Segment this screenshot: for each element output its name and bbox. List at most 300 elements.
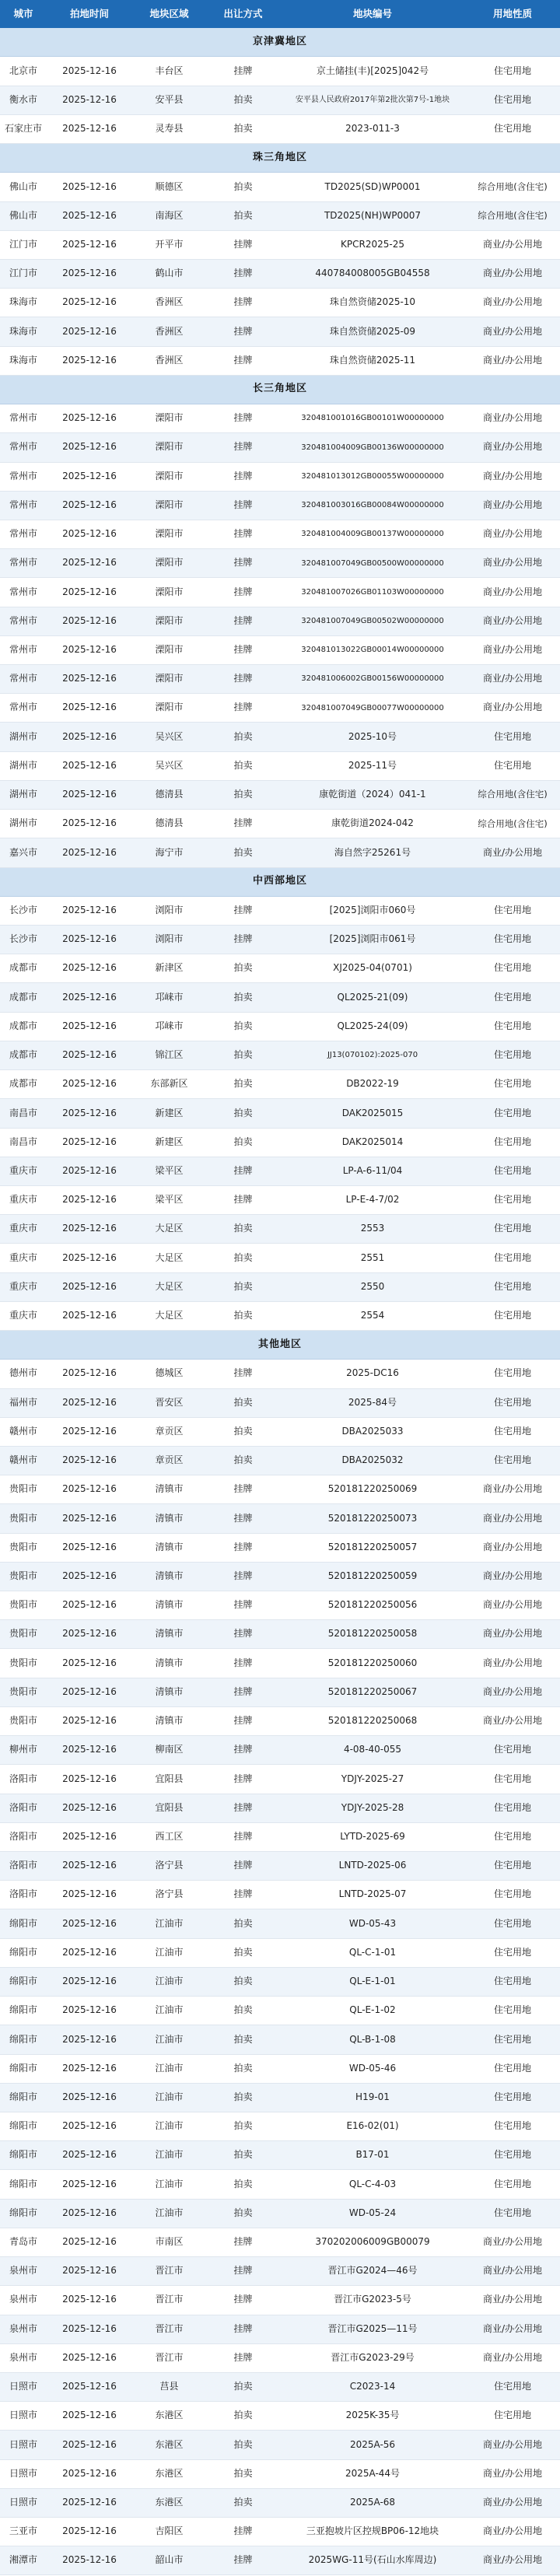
cell-use: 商业/办公用地 xyxy=(482,644,543,656)
cell-city: 贵阳市 xyxy=(9,1628,37,1640)
cell-date: 2025-12-16 xyxy=(62,441,117,453)
table-row xyxy=(0,1186,560,1215)
cell-district: 溧阳市 xyxy=(155,441,184,453)
cell-code: 320481004009GB00137W00000000 xyxy=(301,530,444,539)
table-row xyxy=(0,2373,560,2402)
table-row xyxy=(0,954,560,983)
cell-mode: 挂牌 xyxy=(233,325,253,337)
table-row xyxy=(0,1678,560,1707)
cell-use: 住宅用地 xyxy=(493,1107,531,1118)
cell-city: 长沙市 xyxy=(9,904,37,915)
cell-city: 绵阳市 xyxy=(9,2178,37,2189)
cell-district: 新建区 xyxy=(155,1107,184,1118)
cell-mode: 拍卖 xyxy=(233,730,253,742)
cell-date: 2025-12-16 xyxy=(62,354,117,366)
cell-city: 泉州市 xyxy=(9,2265,37,2277)
cell-district: 灵寿县 xyxy=(155,123,184,135)
cell-code: 320481013022GB00014W00000000 xyxy=(301,646,444,655)
cell-use: 商业/办公用地 xyxy=(482,354,543,366)
cell-city: 贵阳市 xyxy=(9,1657,37,1668)
table-row xyxy=(0,1852,560,1881)
cell-mode: 拍卖 xyxy=(233,1049,253,1061)
cell-city: 成都市 xyxy=(9,1049,37,1061)
table-row xyxy=(0,2489,560,2518)
cell-date: 2025-12-16 xyxy=(62,1483,117,1495)
cell-use: 住宅用地 xyxy=(493,1976,531,1987)
cell-date: 2025-12-16 xyxy=(62,789,117,800)
cell-district: 溧阳市 xyxy=(155,614,184,626)
cell-date: 2025-12-16 xyxy=(62,238,117,250)
table-row xyxy=(0,549,560,578)
cell-date: 2025-12-16 xyxy=(62,1946,117,1958)
cell-city: 长沙市 xyxy=(9,933,37,945)
cell-city: 泉州市 xyxy=(9,2322,37,2334)
cell-date: 2025-12-16 xyxy=(62,557,117,569)
cell-city: 日照市 xyxy=(9,2497,37,2508)
cell-code: 520181220250059 xyxy=(327,1570,418,1582)
table-row xyxy=(0,1794,560,1823)
cell-district: 宜阳县 xyxy=(155,1773,184,1784)
cell-use: 商业/办公用地 xyxy=(482,1628,543,1640)
cell-use: 住宅用地 xyxy=(493,2178,531,2189)
cell-date: 2025-12-16 xyxy=(62,528,117,540)
cell-city: 重庆市 xyxy=(9,1194,37,1206)
cell-city: 湖州市 xyxy=(9,730,37,742)
cell-use: 住宅用地 xyxy=(493,2207,531,2218)
cell-code: TD2025(NH)WP0007 xyxy=(324,209,422,221)
cell-district: 香洲区 xyxy=(155,354,184,366)
cell-mode: 挂牌 xyxy=(233,1773,253,1784)
cell-date: 2025-12-16 xyxy=(62,1223,117,1234)
cell-mode: 挂牌 xyxy=(233,354,253,366)
cell-district: 香洲区 xyxy=(155,296,184,308)
cell-mode: 拍卖 xyxy=(233,1425,253,1437)
cell-city: 贵阳市 xyxy=(9,1715,37,1727)
cell-date: 2025-12-16 xyxy=(62,1715,117,1727)
cell-city: 绵阳市 xyxy=(9,1946,37,1958)
cell-mode: 挂牌 xyxy=(233,1715,253,1727)
cell-city: 日照市 xyxy=(9,2381,37,2392)
cell-date: 2025-12-16 xyxy=(62,702,117,713)
cell-city: 珠海市 xyxy=(9,354,37,366)
table-row xyxy=(0,1244,560,1272)
cell-district: 清镇市 xyxy=(155,1512,184,1524)
cell-city: 贵阳市 xyxy=(9,1541,37,1552)
cell-use: 住宅用地 xyxy=(493,1020,531,1031)
table-row xyxy=(0,2431,560,2459)
cell-city: 泉州市 xyxy=(9,2294,37,2305)
cell-city: 常州市 xyxy=(9,499,37,510)
cell-city: 常州市 xyxy=(9,614,37,626)
cell-city: 洛阳市 xyxy=(9,1801,37,1813)
cell-use: 商业/办公用地 xyxy=(482,557,543,569)
cell-mode: 拍卖 xyxy=(233,1310,253,1321)
cell-district: 锦江区 xyxy=(155,1049,184,1061)
cell-use: 住宅用地 xyxy=(493,1860,531,1871)
table-row xyxy=(0,2112,560,2141)
table-row xyxy=(0,607,560,636)
cell-city: 常州市 xyxy=(9,528,37,540)
cell-use: 住宅用地 xyxy=(493,1367,531,1379)
cell-district: 江油市 xyxy=(155,2004,184,2016)
cell-mode: 挂牌 xyxy=(233,528,253,540)
cell-use: 住宅用地 xyxy=(493,1164,531,1176)
cell-code: LNTD-2025-06 xyxy=(338,1860,407,1871)
table-header-row xyxy=(0,0,560,28)
cell-mode: 拍卖 xyxy=(233,1251,253,1263)
cell-district: 溧阳市 xyxy=(155,673,184,684)
cell-code: 康乾街道2024-042 xyxy=(331,817,414,829)
table-row xyxy=(0,1215,560,1244)
table-row xyxy=(0,1765,560,1794)
cell-use: 住宅用地 xyxy=(493,2149,531,2161)
section-title: 中西部地区 xyxy=(252,875,307,887)
cell-mode: 拍卖 xyxy=(233,1946,253,1958)
cell-code: QL-E-1-02 xyxy=(349,2004,396,2016)
cell-district: 晋江市 xyxy=(155,2322,184,2334)
cell-date: 2025-12-16 xyxy=(62,962,117,974)
section-header-row xyxy=(0,376,560,404)
table-row xyxy=(0,752,560,781)
table-row xyxy=(0,578,560,607)
cell-date: 2025-12-16 xyxy=(62,586,117,597)
cell-city: 绵阳市 xyxy=(9,2120,37,2132)
cell-city: 赣州市 xyxy=(9,1454,37,1466)
cell-date: 2025-12-16 xyxy=(62,2091,117,2102)
cell-mode: 拍卖 xyxy=(233,1223,253,1234)
cell-city: 洛阳市 xyxy=(9,1830,37,1842)
cell-district: 溧阳市 xyxy=(155,499,184,510)
cell-mode: 挂牌 xyxy=(233,702,253,713)
cell-date: 2025-12-16 xyxy=(62,296,117,308)
cell-use: 商业/办公用地 xyxy=(482,2554,543,2566)
cell-district: 洛宁县 xyxy=(155,1860,184,1871)
cell-mode: 挂牌 xyxy=(233,1888,253,1900)
cell-use: 商业/办公用地 xyxy=(482,470,543,481)
cell-code: LP-A-6-11/04 xyxy=(342,1164,403,1176)
table-row xyxy=(0,202,560,231)
cell-code: 珠自然资储2025-09 xyxy=(329,325,416,337)
cell-use: 商业/办公用地 xyxy=(482,1599,543,1611)
cell-code: 2554 xyxy=(360,1310,385,1321)
cell-mode: 拍卖 xyxy=(233,123,253,135)
cell-use: 住宅用地 xyxy=(493,1773,531,1784)
cell-city: 绵阳市 xyxy=(9,2033,37,2045)
cell-mode: 拍卖 xyxy=(233,2033,253,2045)
cell-use: 商业/办公用地 xyxy=(482,2497,543,2508)
cell-city: 贵阳市 xyxy=(9,1599,37,1611)
cell-mode: 拍卖 xyxy=(233,93,253,105)
cell-use: 住宅用地 xyxy=(493,2381,531,2392)
cell-city: 石家庄市 xyxy=(4,123,42,135)
cell-date: 2025-12-16 xyxy=(62,2207,117,2218)
cell-mode: 拍卖 xyxy=(233,2438,253,2450)
cell-mode: 挂牌 xyxy=(233,1830,253,1842)
cell-date: 2025-12-16 xyxy=(62,1917,117,1929)
cell-date: 2025-12-16 xyxy=(62,904,117,915)
cell-code: QL-E-1-01 xyxy=(349,1976,396,1987)
cell-district: 清镇市 xyxy=(155,1685,184,1697)
cell-mode: 挂牌 xyxy=(233,1194,253,1206)
cell-mode: 挂牌 xyxy=(233,904,253,915)
cell-date: 2025-12-16 xyxy=(62,268,117,279)
cell-mode: 拍卖 xyxy=(233,1396,253,1408)
cell-use: 住宅用地 xyxy=(493,1744,531,1755)
cell-district: 清镇市 xyxy=(155,1483,184,1495)
cell-mode: 挂牌 xyxy=(233,2525,253,2537)
cell-mode: 拍卖 xyxy=(233,1976,253,1987)
cell-city: 湖州市 xyxy=(9,789,37,800)
cell-use: 住宅用地 xyxy=(493,1280,531,1292)
cell-date: 2025-12-16 xyxy=(62,2525,117,2537)
cell-code: 320481001016GB00101W00000000 xyxy=(301,414,444,423)
cell-city: 绵阳市 xyxy=(9,2207,37,2218)
cell-city: 成都市 xyxy=(9,1078,37,1090)
table-row xyxy=(0,1013,560,1041)
cell-mode: 拍卖 xyxy=(233,759,253,771)
cell-mode: 挂牌 xyxy=(233,2322,253,2334)
cell-mode: 挂牌 xyxy=(233,268,253,279)
cell-use: 商业/办公用地 xyxy=(482,673,543,684)
cell-district: 市南区 xyxy=(155,2236,184,2248)
cell-date: 2025-12-16 xyxy=(62,2178,117,2189)
cell-use: 住宅用地 xyxy=(493,1801,531,1813)
cell-code: 三亚抱坡片区控规BP06-12地块 xyxy=(306,2525,439,2537)
table-row xyxy=(0,1099,560,1128)
cell-code: YDJY-2025-27 xyxy=(341,1773,404,1784)
cell-use: 住宅用地 xyxy=(493,1396,531,1408)
cell-district: 东港区 xyxy=(155,2497,184,2508)
cell-date: 2025-12-16 xyxy=(62,846,117,858)
cell-code: DBA2025032 xyxy=(341,1454,404,1466)
cell-district: 邛崃市 xyxy=(155,991,184,1003)
cell-district: 江油市 xyxy=(155,2149,184,2161)
cell-code: 2025A-44号 xyxy=(345,2467,401,2479)
cell-city: 常州市 xyxy=(9,586,37,597)
cell-district: 吴兴区 xyxy=(155,730,184,742)
table-row xyxy=(0,289,560,317)
table-row xyxy=(0,1939,560,1968)
cell-mode: 挂牌 xyxy=(233,817,253,829)
cell-date: 2025-12-16 xyxy=(62,1801,117,1813)
cell-date: 2025-12-16 xyxy=(62,1512,117,1524)
cell-mode: 挂牌 xyxy=(233,2236,253,2248)
cell-code: C2023-14 xyxy=(349,2381,396,2392)
cell-district: 江油市 xyxy=(155,2207,184,2218)
cell-district: 章贡区 xyxy=(155,1454,184,1466)
cell-use: 综合用地(含住宅) xyxy=(478,210,548,222)
cell-code: DB2022-19 xyxy=(346,1078,399,1090)
cell-use: 商业/办公用地 xyxy=(482,2294,543,2305)
cell-city: 衡水市 xyxy=(9,93,37,105)
section-header-row xyxy=(0,144,560,173)
cell-city: 常州市 xyxy=(9,557,37,569)
cell-city: 重庆市 xyxy=(9,1164,37,1176)
cell-district: 海宁市 xyxy=(155,846,184,858)
table-row xyxy=(0,1620,560,1649)
cell-code: 安平县人民政府2017年第2批次第7号-1地块 xyxy=(295,96,450,105)
section-header-row xyxy=(0,28,560,57)
table-row xyxy=(0,1302,560,1331)
cell-date: 2025-12-16 xyxy=(62,2322,117,2334)
cell-code: WD-05-43 xyxy=(348,1917,397,1929)
cell-city: 重庆市 xyxy=(9,1251,37,1263)
cell-city: 绵阳市 xyxy=(9,2004,37,2016)
cell-mode: 挂牌 xyxy=(233,1367,253,1379)
header-city: 城市 xyxy=(13,7,33,19)
cell-code: 2025K-35号 xyxy=(345,2410,400,2421)
cell-mode: 拍卖 xyxy=(233,2091,253,2102)
cell-district: 章贡区 xyxy=(155,1425,184,1437)
table-row xyxy=(0,636,560,665)
cell-date: 2025-12-16 xyxy=(62,2004,117,2016)
table-row xyxy=(0,1563,560,1591)
cell-mode: 挂牌 xyxy=(233,933,253,945)
cell-use: 住宅用地 xyxy=(493,1888,531,1900)
header-district: 地块区域 xyxy=(149,7,189,19)
cell-date: 2025-12-16 xyxy=(62,1976,117,1987)
cell-date: 2025-12-16 xyxy=(62,1164,117,1176)
section-title: 长三角地区 xyxy=(252,383,307,395)
cell-district: 东港区 xyxy=(155,2410,184,2421)
cell-mode: 拍卖 xyxy=(233,2497,253,2508)
cell-date: 2025-12-16 xyxy=(62,1744,117,1755)
header-code: 地块编号 xyxy=(352,7,392,19)
cell-mode: 拍卖 xyxy=(233,2062,253,2074)
cell-mode: 挂牌 xyxy=(233,1164,253,1176)
cell-date: 2025-12-16 xyxy=(62,1425,117,1437)
cell-district: 江油市 xyxy=(155,2062,184,2074)
cell-use: 住宅用地 xyxy=(493,1223,531,1234)
table-row xyxy=(0,2286,560,2315)
cell-code: 2025-84号 xyxy=(348,1396,397,1408)
cell-district: 溧阳市 xyxy=(155,557,184,569)
cell-mode: 拍卖 xyxy=(233,962,253,974)
cell-mode: 挂牌 xyxy=(233,1801,253,1813)
cell-use: 住宅用地 xyxy=(493,65,531,76)
cell-date: 2025-12-16 xyxy=(62,991,117,1003)
cell-use: 住宅用地 xyxy=(493,759,531,771)
table-row xyxy=(0,520,560,549)
cell-code: 2025A-68 xyxy=(349,2497,396,2508)
cell-code: QL-C-4-03 xyxy=(348,2178,397,2189)
cell-code: 珠自然资储2025-10 xyxy=(329,296,416,308)
table-row xyxy=(0,1707,560,1736)
cell-city: 三亚市 xyxy=(9,2525,37,2537)
cell-use: 商业/办公用地 xyxy=(482,238,543,250)
cell-city: 洛阳市 xyxy=(9,1888,37,1900)
cell-code: 京土储挂(丰)[2025]042号 xyxy=(316,65,429,76)
cell-district: 溧阳市 xyxy=(155,586,184,597)
cell-mode: 拍卖 xyxy=(233,1454,253,1466)
cell-code: 520181220250073 xyxy=(327,1512,418,1524)
cell-city: 常州市 xyxy=(9,412,37,424)
cell-mode: 挂牌 xyxy=(233,499,253,510)
cell-date: 2025-12-16 xyxy=(62,180,117,192)
cell-city: 洛阳市 xyxy=(9,1860,37,1871)
section-header-row xyxy=(0,868,560,897)
cell-city: 成都市 xyxy=(9,991,37,1003)
cell-mode: 挂牌 xyxy=(233,586,253,597)
cell-city: 绵阳市 xyxy=(9,1976,37,1987)
table-row xyxy=(0,1534,560,1563)
cell-code: 康乾街道（2024）041-1 xyxy=(319,789,426,800)
cell-district: 梁平区 xyxy=(155,1194,184,1206)
cell-mode: 挂牌 xyxy=(233,1599,253,1611)
cell-mode: 挂牌 xyxy=(233,441,253,453)
table-row xyxy=(0,665,560,694)
cell-district: 德清县 xyxy=(155,817,184,829)
cell-use: 商业/办公用地 xyxy=(482,1570,543,1582)
cell-date: 2025-12-16 xyxy=(62,93,117,105)
cell-city: 贵阳市 xyxy=(9,1685,37,1697)
cell-use: 商业/办公用地 xyxy=(482,528,543,540)
cell-district: 韶山市 xyxy=(155,2554,184,2566)
cell-date: 2025-12-16 xyxy=(62,1049,117,1061)
cell-district: 晋安区 xyxy=(155,1396,184,1408)
cell-city: 青岛市 xyxy=(9,2236,37,2248)
table-row xyxy=(0,1504,560,1533)
cell-city: 洛阳市 xyxy=(9,1773,37,1784)
cell-mode: 挂牌 xyxy=(233,614,253,626)
cell-date: 2025-12-16 xyxy=(62,1599,117,1611)
cell-district: 邛崃市 xyxy=(155,1020,184,1031)
cell-mode: 挂牌 xyxy=(233,2554,253,2566)
cell-city: 珠海市 xyxy=(9,296,37,308)
cell-district: 清镇市 xyxy=(155,1628,184,1640)
cell-code: WD-05-46 xyxy=(348,2062,397,2074)
cell-district: 清镇市 xyxy=(155,1570,184,1582)
cell-code: LP-E-4-7/02 xyxy=(345,1194,400,1206)
cell-code: 320481007049GB00502W00000000 xyxy=(301,616,444,625)
table-row xyxy=(0,694,560,723)
cell-city: 南昌市 xyxy=(9,1136,37,1147)
table-row xyxy=(0,1447,560,1475)
cell-date: 2025-12-16 xyxy=(62,2554,117,2566)
table-row xyxy=(0,2025,560,2054)
cell-district: 香洲区 xyxy=(155,325,184,337)
cell-date: 2025-12-16 xyxy=(62,123,117,135)
cell-code: 520181220250056 xyxy=(327,1599,418,1611)
cell-use: 商业/办公用地 xyxy=(482,2265,543,2277)
cell-date: 2025-12-16 xyxy=(62,1020,117,1031)
cell-city: 成都市 xyxy=(9,962,37,974)
cell-date: 2025-12-16 xyxy=(62,209,117,221)
cell-mode: 拍卖 xyxy=(233,2149,253,2161)
cell-date: 2025-12-16 xyxy=(62,1657,117,1668)
cell-use: 住宅用地 xyxy=(493,1946,531,1958)
cell-code: [2025]浏阳市060号 xyxy=(329,904,416,915)
table-row xyxy=(0,2257,560,2286)
table-row xyxy=(0,2141,560,2170)
section-header-row xyxy=(0,1331,560,1360)
cell-date: 2025-12-16 xyxy=(62,1570,117,1582)
cell-use: 商业/办公用地 xyxy=(482,1541,543,1552)
cell-code: DAK2025015 xyxy=(341,1107,404,1118)
cell-use: 住宅用地 xyxy=(493,1830,531,1842)
cell-district: 新津区 xyxy=(155,962,184,974)
header-date: 拍地时间 xyxy=(69,7,109,19)
cell-district: 溧阳市 xyxy=(155,412,184,424)
cell-mode: 挂牌 xyxy=(233,65,253,76)
cell-city: 佛山市 xyxy=(9,180,37,192)
cell-code: QL2025-21(09) xyxy=(337,991,408,1003)
cell-mode: 拍卖 xyxy=(233,1078,253,1090)
cell-date: 2025-12-16 xyxy=(62,2381,117,2392)
table-row xyxy=(0,1997,560,2025)
cell-date: 2025-12-16 xyxy=(62,2467,117,2479)
cell-use: 住宅用地 xyxy=(493,1049,531,1061)
